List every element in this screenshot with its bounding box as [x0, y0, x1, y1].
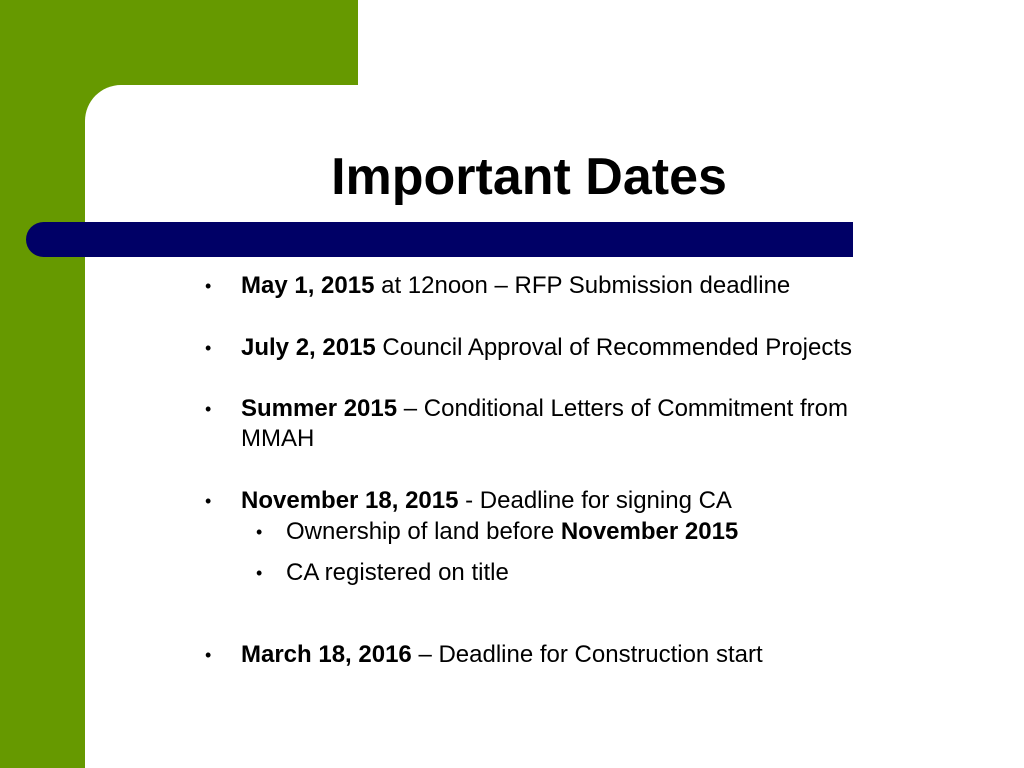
bullet-date: July 2, 2015: [241, 334, 376, 361]
bullet-date: May 1, 2015: [241, 272, 375, 299]
bullet-marker: •: [205, 399, 212, 419]
bullet-description: - Deadline for signing CA: [458, 487, 732, 514]
bullet-description: Council Approval of Recommended Projects: [375, 334, 853, 361]
sub-bullet-date: November 2015: [560, 518, 739, 545]
bullet-marker: •: [205, 338, 212, 358]
sub-bullet-marker: •: [256, 563, 263, 583]
sub-bullet-text: [286, 517, 876, 547]
bullet-date: November 18, 2015: [241, 487, 459, 514]
bullet-date: March 18, 2016: [241, 641, 412, 668]
bullet-description: – Conditional Letters of Commitment from MMAH: [241, 395, 848, 452]
bullet-marker: •: [205, 645, 212, 665]
bullet-date: Summer 2015: [241, 395, 398, 422]
sub-bullet-marker: •: [256, 522, 263, 542]
bullet-description: – Deadline for Construction start: [411, 641, 763, 668]
bullet-text: [241, 486, 901, 516]
bullet-text: [241, 271, 901, 301]
bullet-marker: •: [205, 491, 212, 511]
bullet-marker: •: [205, 276, 212, 296]
bullet-text: [241, 333, 901, 363]
sub-bullet-text: CA registered on title: [286, 559, 509, 586]
sub-bullet-description: Ownership of land before: [286, 518, 561, 545]
bullet-text: [241, 640, 901, 670]
bullet-description: at 12noon – RFP Submission deadline: [374, 272, 791, 299]
bullet-text: [241, 394, 901, 454]
slide-title: Important Dates: [331, 148, 727, 206]
